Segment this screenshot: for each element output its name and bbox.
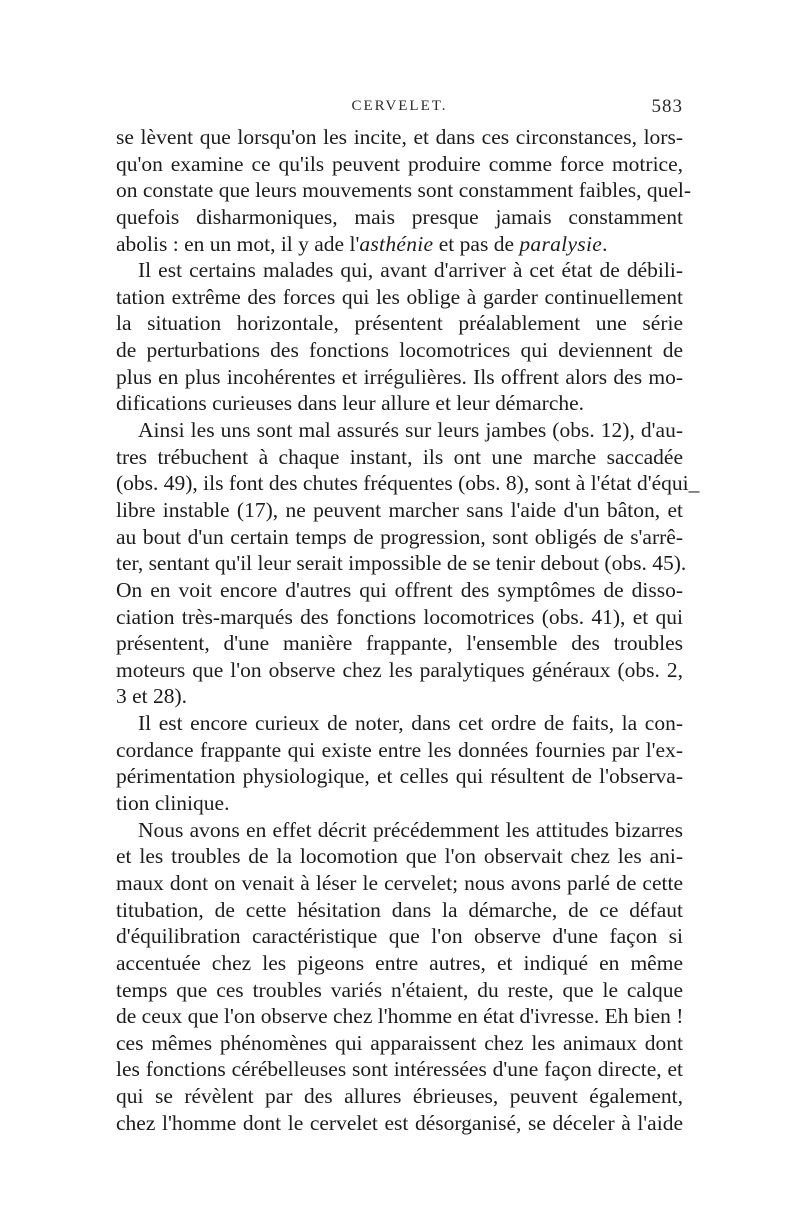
line-text: abolis : en un mot, il y ade l' [116,231,360,256]
text-line: Ainsi les uns sont mal assurés sur leurs jambes (obs. 12), d'au- [138,418,683,443]
italic-term-paralysie: paralysie [519,231,603,256]
text-line: périmentation physiologique, et celles qui résultent de l'observa- [116,764,683,789]
paragraph-2 [116,257,683,417]
line-text: . [602,231,608,256]
text-line: On en voit encore d'autres qui offrent des symptômes de disso- [116,577,683,602]
paragraph-1 [116,124,691,257]
text-line: de ceux que l'on observe chez l'homme en état d'ivresse. Eh bien ! [116,1004,684,1029]
text-line: 3 et 28). [116,684,188,709]
italic-term-asthenie: asthénie [359,231,434,256]
text-line: Nous avons en effet décrit précédemment les attitudes bizarres [138,817,683,842]
text-line: libre instable (17), ne peuvent marcher sans l'aide d'un bâton, et [116,497,683,522]
text-line: tion clinique. [116,791,230,816]
text-line: accentuée chez les pigeons entre autres, et indiqué en même [116,950,683,975]
line-text: et pas de [433,231,520,256]
paragraph-5 [116,817,683,1137]
text-line: se lèvent que lorsqu'on les incite, et dans ces circonstances, lors- [116,125,683,149]
page-number: 583 [651,96,683,117]
text-line: temps que ces troubles variés n'étaient, du reste, que le calque [116,977,683,1002]
text-line: moteurs que l'on observe chez les paralytiques généraux (obs. 2, [116,657,683,682]
text-line: tres trébuchent à chaque instant, ils ont une marche saccadée [116,444,683,469]
text-line: on constate que leurs mouvements sont constamment faibles, quel- [116,178,691,203]
text-line [116,231,683,258]
text-line: Il est encore curieux de noter, dans cet ordre de faits, la con- [138,711,683,736]
text-line: les fonctions cérébelleuses sont intéressées d'une façon directe, et [116,1057,683,1082]
text-line: titubation, de cette hésitation dans la démarche, de ce défaut [116,897,683,922]
running-head [116,98,683,124]
text-line: quefois disharmoniques, mais presque jamais constamment [116,204,683,229]
text-line: présentent, d'une manière frappante, l'ensemble des troubles [116,631,683,656]
text-line: maux dont on venait à léser le cervelet; nous avons parlé de cette [116,870,683,895]
text-line: tation extrême des forces qui les oblige à garder continuellement [116,284,683,309]
body-text [116,124,700,1136]
text-line: ciation très-marqués des fonctions locomotrices (obs. 41), et qui [116,604,683,629]
text-line: ces mêmes phénomènes qui apparaissent chez les animaux dont [116,1030,683,1055]
text-line: et les troubles de la locomotion que l'on observait chez les ani- [116,844,683,869]
paragraph-3 [116,417,700,710]
text-line: qui se révèlent par des allures ébrieuses, peuvent également, [116,1084,683,1109]
text-line: cordance frappante qui existe entre les données fournies par l'ex- [116,737,683,762]
running-title: CERVELET. [351,98,448,114]
text-line: plus en plus incohérentes et irrégulières. Ils offrent alors des mo- [116,364,683,389]
text-line: Il est certains malades qui, avant d'arriver à cet état de débili- [138,258,683,283]
text-line: de perturbations des fonctions locomotrices qui deviennent de [116,338,683,363]
paragraph-4 [116,710,683,817]
text-line: ter, sentant qu'il leur serait impossible de se tenir debout (obs. 45). [116,551,687,576]
text-line: difications curieuses dans leur allure et leur démarche. [116,391,585,416]
text-line: d'équilibration caractéristique que l'on observe d'une façon si [116,924,683,949]
text-line: la situation horizontale, présentent préalablement une série [116,311,683,336]
text-line: (obs. 49), ils font des chutes fréquentes (obs. 8), sont à l'état d'équi_ [116,471,700,496]
text-line: qu'on examine ce qu'ils peuvent produire comme force motrice, [116,151,683,176]
text-line: chez l'homme dont le cervelet est désorganisé, se déceler à l'aide [116,1110,683,1135]
text-line: au bout d'un certain temps de progression, sont obligés de s'arrê- [116,524,683,549]
